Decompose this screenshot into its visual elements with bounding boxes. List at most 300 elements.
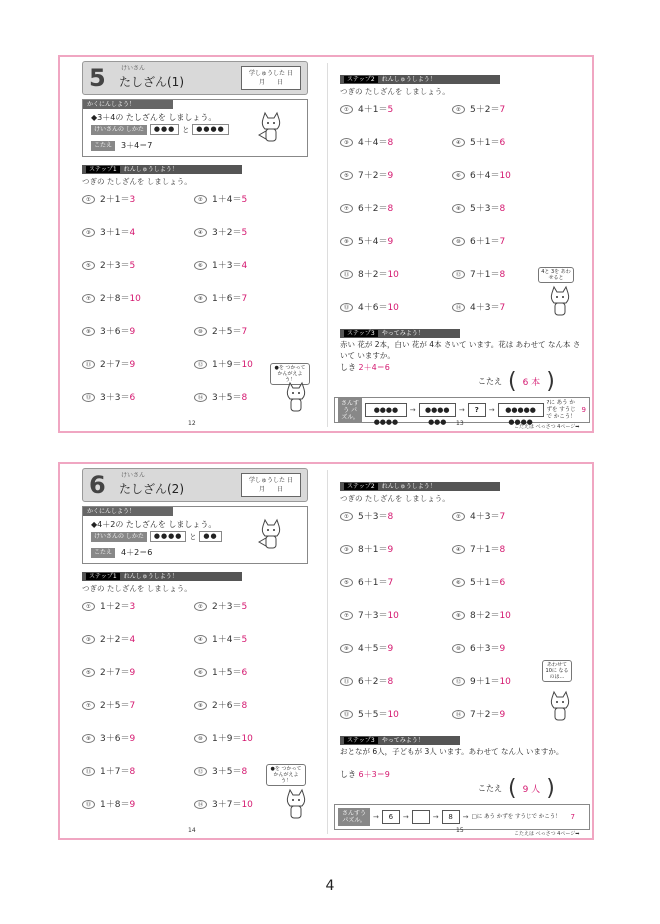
problem-answer: 10 (499, 611, 511, 621)
problem-item (194, 731, 253, 744)
problem-number: ⑫ (452, 270, 465, 279)
cat-mascot-icon (257, 111, 285, 145)
puzzle-blank-box[interactable] (412, 810, 430, 824)
problem-answer: 3 (129, 195, 136, 205)
problem-number: ③ (82, 635, 95, 644)
lesson-ruby: けいさん (121, 472, 146, 479)
problem-item (194, 324, 247, 337)
problem-item (194, 599, 247, 612)
problem-expression: 2＋7＝ (100, 668, 130, 678)
problem-number: ⑩ (194, 327, 207, 336)
equation-label: しき (340, 770, 356, 779)
lesson-number: 5 (89, 64, 106, 92)
step2-instruction: つぎの たしざんを しましょう。 (340, 87, 450, 96)
problem-expression: 8＋2＝ (470, 611, 500, 621)
step1-title: れんしゅうしよう！ (123, 573, 178, 580)
problem-number: ② (452, 512, 465, 521)
dots-a: ●●●● (150, 531, 186, 542)
problem-number: ⑫ (194, 360, 207, 369)
word-problem: おとなが 6人，子どもが 3人 います。あわせて なん人 いますか。 (340, 747, 564, 756)
paren-open: ( (508, 776, 517, 801)
problem-item (194, 632, 247, 645)
problem-item (452, 575, 505, 588)
step3-title: やってみよう！ (381, 737, 424, 744)
left-page (60, 464, 328, 838)
arrow-icon: → (462, 813, 469, 821)
problem-expression: 1＋9＝ (212, 734, 242, 744)
puzzle-box: ●●●●● ●●●● (498, 403, 544, 417)
left-page (60, 57, 328, 431)
problem-item (340, 300, 399, 313)
problem-number: ④ (452, 545, 465, 554)
problem-answer: 10 (387, 303, 399, 313)
problem-number: ⑩ (452, 644, 465, 653)
problem-number: ⑦ (340, 611, 353, 620)
mascot-bubble: 4と 3を あわせると (538, 267, 574, 283)
answer-tag: こたえ (91, 548, 115, 558)
problem-item (452, 135, 505, 148)
puzzle-box: ●●●● ●●● (419, 403, 456, 417)
problem-answer: 7 (499, 303, 506, 313)
method-row (91, 531, 222, 542)
answer-row (91, 140, 152, 151)
confirm-question: ◆4＋2の たしざんを しましょう。 (91, 520, 217, 529)
problem-expression: 4＋5＝ (358, 644, 388, 654)
method-tag: けいさんの しかた (91, 532, 147, 542)
problem-expression: 4＋6＝ (358, 303, 388, 313)
problem-expression: 1＋4＝ (212, 635, 242, 645)
lesson-title: たしざん(1) (119, 75, 184, 89)
paren-open: ( (508, 369, 517, 394)
word-problem: 赤い 花が 2本，白い 花が 4本 さいて います。花は あわせて なん本 さいて いますか。 (340, 340, 581, 360)
problem-expression: 3＋3＝ (100, 393, 130, 403)
problem-number: ⑨ (340, 644, 353, 653)
problem-expression: 2＋1＝ (100, 195, 130, 205)
problem-number: ⑫ (194, 767, 207, 776)
problem-answer: 10 (129, 294, 141, 304)
problem-item (452, 707, 505, 720)
answer-value: 6 本 (522, 378, 541, 388)
page-number-left: 12 (188, 420, 196, 427)
page-number-right: 15 (456, 827, 464, 834)
problem-number: ⑨ (82, 327, 95, 336)
cat-mascot-icon (546, 690, 574, 724)
problem-item (340, 608, 399, 621)
step2-tag: ステップ2 (344, 76, 378, 83)
problem-expression: 3＋2＝ (212, 228, 242, 238)
problem-answer: 8 (499, 545, 506, 555)
right-page (328, 464, 596, 838)
problem-answer: 10 (241, 734, 253, 744)
problem-number: ⑪ (82, 767, 95, 776)
problem-number: ④ (194, 635, 207, 644)
problem-number: ⑬ (82, 800, 95, 809)
cat-mascot-icon (282, 788, 310, 822)
problem-number: ⑪ (82, 360, 95, 369)
problem-item (82, 192, 135, 205)
problem-answer: 7 (499, 105, 506, 115)
problem-expression: 7＋2＝ (358, 171, 388, 181)
answer-reference: こたえは べっさつ 4ページ➡ (514, 831, 580, 837)
problem-answer: 8 (499, 270, 506, 280)
mascot-bubble: ●を つかって かんがえよう！ (266, 764, 306, 786)
problem-number: ⑤ (82, 668, 95, 677)
problem-answer: 9 (129, 668, 136, 678)
problem-answer: 6 (499, 138, 506, 148)
problem-number: ③ (340, 138, 353, 147)
problem-item (452, 542, 505, 555)
problem-item (340, 267, 399, 280)
step1-title: れんしゅうしよう！ (123, 166, 178, 173)
problem-expression: 5＋5＝ (358, 710, 388, 720)
problem-expression: 5＋4＝ (358, 237, 388, 247)
problem-expression: 4＋1＝ (358, 105, 388, 115)
problem-number: ⑬ (340, 710, 353, 719)
problem-number: ① (340, 105, 353, 114)
problem-expression: 2＋5＝ (212, 327, 242, 337)
answer-label: こたえ (478, 784, 502, 793)
arrow-icon: → (432, 813, 439, 821)
problem-answer: 5 (241, 228, 248, 238)
problem-answer: 7 (499, 512, 506, 522)
problem-answer: 10 (241, 360, 253, 370)
paren-close: ) (546, 776, 555, 801)
problem-expression: 3＋1＝ (100, 228, 130, 238)
puzzle-box: 6 (382, 810, 400, 824)
problem-item (452, 102, 505, 115)
confirm-title: かくにんしよう！ (83, 507, 173, 516)
problem-expression: 3＋6＝ (100, 327, 130, 337)
dots-b: ●●●● (192, 124, 228, 135)
problem-number: ⑨ (340, 237, 353, 246)
problem-number: ④ (452, 138, 465, 147)
problem-item (194, 698, 247, 711)
problem-item (82, 698, 135, 711)
step2-bar (340, 75, 500, 84)
problem-number: ⑬ (82, 393, 95, 402)
confirm-question: ◆3＋4の たしざんを しましょう。 (91, 113, 217, 122)
problem-expression: 1＋3＝ (212, 261, 242, 271)
problem-answer: 5 (241, 195, 248, 205)
study-date-box: 学しゅうした 日 月 日 (241, 66, 301, 90)
problem-item (194, 291, 247, 304)
dots-a: ●●● (150, 124, 179, 135)
problem-number: ⑦ (82, 701, 95, 710)
problem-item (340, 707, 399, 720)
problem-item (82, 731, 135, 744)
problem-expression: 4＋3＝ (470, 303, 500, 313)
problem-answer: 8 (387, 677, 394, 687)
step1-tag: ステップ1 (86, 573, 120, 580)
problem-item (194, 258, 247, 271)
problem-answer: 3 (129, 602, 136, 612)
problem-expression: 7＋2＝ (470, 710, 500, 720)
problem-item (452, 509, 505, 522)
answer-row (91, 547, 152, 558)
problem-number: ① (340, 512, 353, 521)
problem-number: ⑭ (194, 393, 207, 402)
problem-item (82, 764, 135, 777)
lesson-ruby: けいさん (121, 65, 146, 72)
sheet-page-number: 4 (325, 878, 335, 894)
problem-expression: 8＋1＝ (358, 545, 388, 555)
problem-answer: 7 (387, 578, 394, 588)
problem-answer: 6 (499, 578, 506, 588)
problem-number: ⑧ (452, 204, 465, 213)
problem-answer: 8 (241, 701, 248, 711)
problem-answer: 5 (241, 635, 248, 645)
puzzle-badge: さんすう パズル。 (338, 398, 362, 423)
problem-number: ⑥ (452, 578, 465, 587)
problem-answer: 6 (241, 668, 248, 678)
answer-reference: こたえは べっさつ 4ページ➡ (514, 424, 580, 430)
problem-item (194, 665, 247, 678)
problem-item (82, 797, 135, 810)
equation-answer: 2＋4＝6 (358, 363, 390, 372)
problem-number: ⑦ (340, 204, 353, 213)
problem-item (340, 575, 393, 588)
problem-item (82, 357, 135, 370)
problem-expression: 8＋2＝ (358, 270, 388, 280)
problem-answer: 4 (129, 228, 136, 238)
problem-item (340, 641, 393, 654)
problem-item (452, 267, 505, 280)
problem-number: ⑤ (340, 171, 353, 180)
cat-mascot-icon (546, 285, 574, 319)
problem-number: ⑭ (452, 303, 465, 312)
equation-row (340, 362, 390, 373)
equation-answer: 6＋3＝9 (358, 770, 390, 779)
problem-answer: 7 (129, 701, 136, 711)
puzzle-hint: □に あう かずを すうじで かこう！ (471, 813, 561, 820)
problem-item (194, 357, 253, 370)
problem-answer: 9 (129, 734, 136, 744)
method-row (91, 124, 229, 135)
cat-mascot-icon (257, 518, 285, 552)
puzzle-hint: ?に あう かずを すうじで かこう！ (546, 399, 576, 420)
problem-answer: 10 (387, 270, 399, 280)
problem-answer: 8 (499, 204, 506, 214)
problem-answer: 9 (499, 644, 506, 654)
answer-text: 4＋2＝6 (121, 548, 153, 557)
problem-item (340, 509, 393, 522)
study-date-box: 学しゅうした 日 月 日 (241, 473, 301, 497)
problem-answer: 7 (241, 327, 248, 337)
lesson-number: 6 (89, 471, 106, 499)
and-text: と (189, 532, 197, 541)
problem-answer: 9 (129, 360, 136, 370)
problem-number: ⑨ (82, 734, 95, 743)
arrow-icon: → (373, 813, 379, 821)
problem-expression: 1＋4＝ (212, 195, 242, 205)
cat-mascot-icon (282, 381, 310, 415)
problem-number: ③ (82, 228, 95, 237)
problem-answer: 8 (129, 767, 136, 777)
problem-expression: 3＋5＝ (212, 393, 242, 403)
arrow-icon: → (488, 406, 495, 414)
problem-item (340, 168, 393, 181)
problem-answer: 9 (387, 171, 394, 181)
problem-item (452, 168, 511, 181)
problem-answer: 9 (499, 710, 506, 720)
problem-expression: 2＋2＝ (100, 635, 130, 645)
problem-expression: 3＋7＝ (212, 800, 242, 810)
problem-expression: 4＋4＝ (358, 138, 388, 148)
answer-text: 3＋4＝7 (121, 141, 153, 150)
problem-expression: 2＋6＝ (212, 701, 242, 711)
puzzle-answer: 9 (581, 406, 586, 414)
problem-expression: 4＋3＝ (470, 512, 500, 522)
problem-item (82, 599, 135, 612)
step3-tag: ステップ3 (344, 737, 378, 744)
problem-expression: 1＋7＝ (100, 767, 130, 777)
problem-answer: 8 (241, 767, 248, 777)
puzzle-box: 8 (442, 810, 460, 824)
step2-title: れんしゅうしよう！ (381, 76, 436, 83)
step2-instruction: つぎの たしざんを しましょう。 (340, 494, 450, 503)
problem-number: ⑤ (340, 578, 353, 587)
problem-answer: 5 (387, 105, 394, 115)
problem-answer: 10 (499, 677, 511, 687)
problem-number: ⑧ (452, 611, 465, 620)
worksheet-spread-1 (58, 55, 594, 433)
problem-item (340, 542, 393, 555)
problem-number: ⑧ (194, 294, 207, 303)
problem-item (82, 324, 135, 337)
problem-answer: 10 (387, 710, 399, 720)
problem-expression: 2＋5＝ (100, 701, 130, 711)
step2-tag: ステップ2 (344, 483, 378, 490)
problem-answer: 6 (129, 393, 136, 403)
problem-number: ⑭ (452, 710, 465, 719)
step3-tag: ステップ3 (344, 330, 378, 337)
problem-item (82, 258, 135, 271)
problem-number: ④ (194, 228, 207, 237)
problem-answer: 10 (499, 171, 511, 181)
page-number-right: 13 (456, 420, 464, 427)
problem-answer: 8 (387, 512, 394, 522)
problem-expression: 5＋1＝ (470, 138, 500, 148)
problem-number: ⑬ (340, 303, 353, 312)
problem-answer: 9 (129, 327, 136, 337)
problem-answer: 5 (241, 602, 248, 612)
problem-item (340, 201, 393, 214)
puzzle-box: ●●●● ●●●● (365, 403, 407, 417)
mascot-bubble: ●を つかって かんがえよう！ (270, 363, 310, 385)
step2-bar (340, 482, 500, 491)
lesson-header (82, 468, 308, 502)
and-text: と (182, 125, 190, 134)
confirm-title: かくにんしよう！ (83, 100, 173, 109)
problem-number: ⑩ (194, 734, 207, 743)
problem-expression: 7＋1＝ (470, 270, 500, 280)
problem-item (194, 764, 247, 777)
problem-answer: 5 (129, 261, 136, 271)
problem-number: ⑪ (340, 270, 353, 279)
method-tag: けいさんの しかた (91, 125, 147, 135)
problem-item (194, 797, 253, 810)
step1-instruction: つぎの たしざんを しましょう。 (82, 584, 192, 593)
problem-expression: 6＋2＝ (358, 204, 388, 214)
problem-item (452, 300, 505, 313)
step3-bar (340, 736, 460, 745)
right-page (328, 57, 596, 431)
problem-item (194, 390, 247, 403)
problem-item (452, 641, 505, 654)
answer-row (478, 776, 555, 801)
problem-expression: 1＋6＝ (212, 294, 242, 304)
problem-expression: 5＋1＝ (470, 578, 500, 588)
problem-answer: 8 (387, 204, 394, 214)
problem-number: ⑥ (452, 171, 465, 180)
lesson-header (82, 61, 308, 95)
problem-number: ② (194, 195, 207, 204)
step1-tag: ステップ1 (86, 166, 120, 173)
answer-tag: こたえ (91, 141, 115, 151)
problem-expression: 5＋3＝ (470, 204, 500, 214)
page-number-left: 14 (188, 827, 196, 834)
problem-number: ③ (340, 545, 353, 554)
problem-item (82, 665, 135, 678)
problem-answer: 8 (241, 393, 248, 403)
problem-expression: 1＋2＝ (100, 602, 130, 612)
problem-expression: 2＋8＝ (100, 294, 130, 304)
problem-expression: 5＋3＝ (358, 512, 388, 522)
problem-number: ⑧ (194, 701, 207, 710)
step1-bar (82, 165, 242, 174)
problem-expression: 6＋2＝ (358, 677, 388, 687)
worksheet-spread-2 (58, 462, 594, 840)
step1-instruction: つぎの たしざんを しましょう。 (82, 177, 192, 186)
equation-label: しき (340, 363, 356, 372)
answer-value: 9 人 (522, 785, 541, 795)
problem-item (340, 234, 393, 247)
step3-bar (340, 329, 460, 338)
arrow-icon: → (409, 406, 416, 414)
problem-number: ① (82, 195, 95, 204)
problem-expression: 7＋1＝ (470, 545, 500, 555)
problem-number: ⑪ (340, 677, 353, 686)
problem-number: ⑩ (452, 237, 465, 246)
problem-answer: 8 (387, 138, 394, 148)
problem-item (340, 674, 393, 687)
problem-expression: 2＋7＝ (100, 360, 130, 370)
problem-expression: 1＋8＝ (100, 800, 130, 810)
problem-expression: 7＋3＝ (358, 611, 388, 621)
problem-expression: 6＋1＝ (470, 237, 500, 247)
puzzle-box[interactable]: ? (468, 403, 486, 417)
problem-expression: 3＋5＝ (212, 767, 242, 777)
paren-close: ) (546, 369, 555, 394)
arrow-icon: → (402, 813, 409, 821)
problem-item (194, 225, 247, 238)
problem-expression: 1＋9＝ (212, 360, 242, 370)
step2-title: れんしゅうしよう！ (381, 483, 436, 490)
problem-answer: 4 (241, 261, 248, 271)
problem-number: ⑭ (194, 800, 207, 809)
problem-number: ⑥ (194, 668, 207, 677)
lesson-title: たしざん(2) (119, 482, 184, 496)
problem-answer: 9 (387, 545, 394, 555)
arrow-icon: → (458, 406, 465, 414)
problem-expression: 6＋1＝ (358, 578, 388, 588)
problem-answer: 7 (499, 237, 506, 247)
problem-expression: 3＋6＝ (100, 734, 130, 744)
problem-answer: 9 (129, 800, 136, 810)
problem-answer: 7 (241, 294, 248, 304)
problem-expression: 5＋2＝ (470, 105, 500, 115)
problem-number: ② (452, 105, 465, 114)
